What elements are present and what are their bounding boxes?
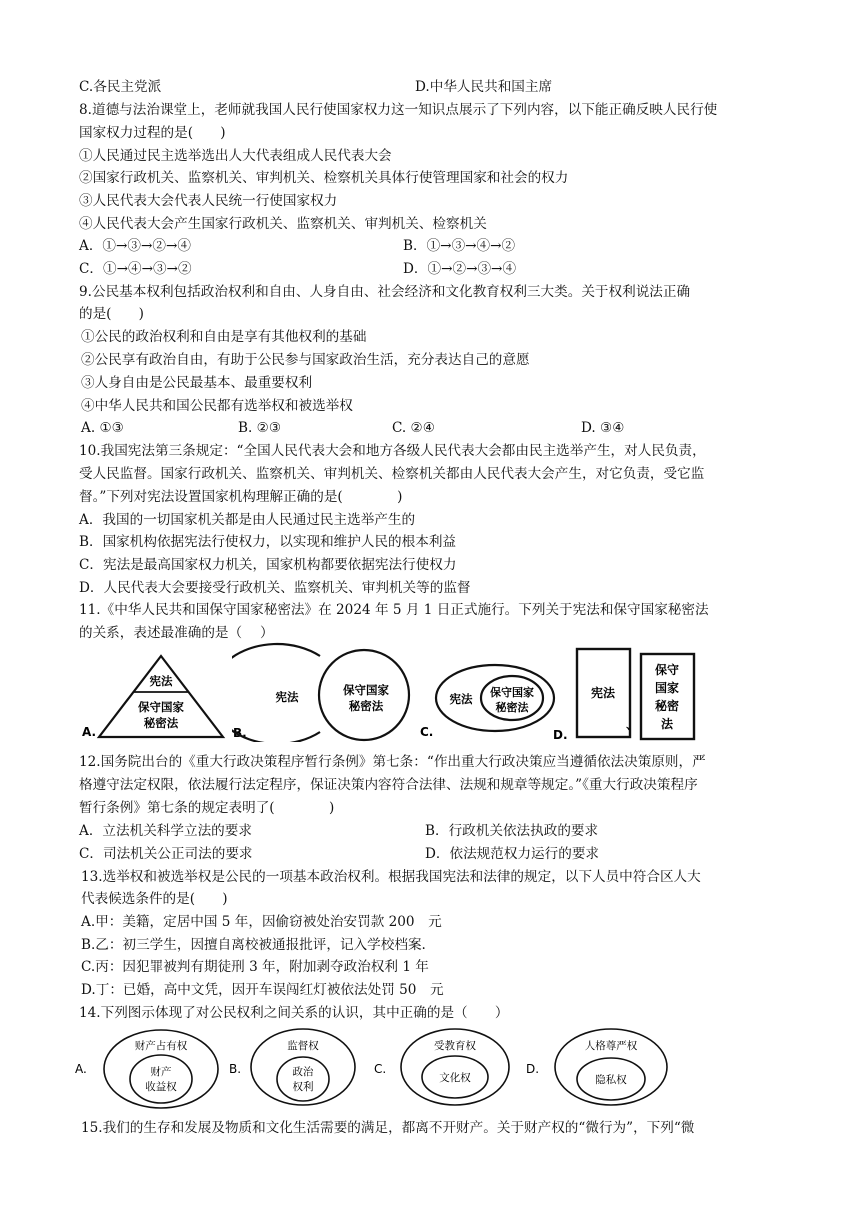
q14-figure-d-outer-label: 人格尊严权 xyxy=(584,1040,638,1052)
q14-figure-a-letter: A. xyxy=(75,1062,87,1076)
q12-option-b: B．行政机关依法执政的要求 xyxy=(425,823,599,839)
q14-figure-c xyxy=(374,1029,509,1105)
q10-option-c: C．宪法是最高国家权力机关，国家机构都要依据宪法行使权力 xyxy=(79,557,457,573)
q9-item-3: ③人身自由是公民最基本、最重要权利 xyxy=(81,375,313,391)
q13-stem-line2: 代表候选条件的是( ) xyxy=(81,891,228,907)
q10-option-b: B．国家机构依据宪法行使权力，以实现和维护人民的根本利益 xyxy=(79,534,457,550)
q9-item-4: ④中华人民共和国公民都有选举权和被选举权 xyxy=(81,398,353,414)
q11-figure-c-outer-label: 宪法 xyxy=(449,692,473,706)
q8-option-c: C．①→④→③→② xyxy=(79,261,192,277)
q7-option-c: C.各民主党派 xyxy=(79,79,162,95)
q10-option-a: A．我国的一切国家机关都是由人民通过民主选举产生的 xyxy=(79,512,416,528)
q9-item-2: ②公民享有政治自由，有助于公民参与国家政治生活，充分表达自己的意愿 xyxy=(81,352,530,368)
q11-figure-c-inner-label-2: 秘密法 xyxy=(495,701,529,714)
q13-option-c: C.丙：因犯罪被判有期徒刑 3 年，附加剥夺政治权利 1 年 xyxy=(81,959,429,975)
q10-stem-line1: 10.我国宪法第三条规定：“全国人民代表大会和地方各级人民代表大会都由民主选举产生，对人民负责， xyxy=(79,443,706,459)
q7-option-d: D.中华人民共和国主席 xyxy=(415,79,553,95)
q11-stem-line2: 的关系，表述最准确的是（ ） xyxy=(79,625,274,641)
q10-option-d: D．人民代表大会要接受行政机关、监察机关、审判机关等的监督 xyxy=(79,580,471,596)
q13-option-d: D.丁：已婚，高中文凭，因开车误闯红灯被依法处罚 50 元 xyxy=(81,982,444,998)
q13-option-a: A.甲：美籍，定居中国 5 年，因偷窃被处治安罚款 200 元 xyxy=(81,914,442,930)
q9-stem-line1: 9.公民基本权利包括政治权利和自由、人身自由、社会经济和文化教育权利三大类。关于权利说法正确 xyxy=(79,284,691,300)
ellipse-inner xyxy=(130,1055,192,1103)
q14-figure-a xyxy=(75,1030,218,1108)
q14-figure-b-inner-label-1: 政治 xyxy=(292,1066,314,1078)
q11-figure-d-right-label-4: 法 xyxy=(660,717,674,731)
q8-item-1: ①人民通过民主选举选出人大代表组成人民代表大会 xyxy=(79,148,392,164)
q11-figure-d-left-label: 宪法 xyxy=(590,686,616,700)
q14-figure-b-letter: B. xyxy=(229,1062,242,1076)
q13-option-b: B.乙：初三学生，因擅自离校被通报批评，记入学校档案. xyxy=(81,937,426,953)
q8-stem-line2: 国家权力过程的是( ) xyxy=(79,125,226,141)
q11-figure-a xyxy=(80,654,230,740)
q9-option-c: C. ②④ xyxy=(392,420,435,436)
q11-figure-b-letter: B. xyxy=(233,726,247,740)
q11-figure-d-separator: 、 xyxy=(625,718,639,732)
q8-option-b: B．①→③→④→② xyxy=(403,238,516,254)
q12-option-c: C．司法机关公正司法的要求 xyxy=(79,846,253,862)
q12-stem-line2: 格遵守法定权限，依法履行法定程序，保证决策内容符合法律、法规和规章等规定。”《重大行政决策程序 xyxy=(79,777,698,793)
q14-figure-d-letter: D. xyxy=(526,1062,540,1076)
q11-figure-a-top-label: 宪法 xyxy=(149,674,173,688)
q11-figure-d-right-label-2: 国家 xyxy=(654,681,680,695)
q9-option-b: B. ②③ xyxy=(238,420,282,436)
q11-figure-a-bottom-label-2: 秘密法 xyxy=(143,716,179,730)
q14-figure-c-outer-label: 受教育权 xyxy=(434,1040,476,1052)
q11-figure-c-inner-label-1: 保守国家 xyxy=(490,686,534,699)
q9-option-d: D. ③④ xyxy=(581,420,625,436)
q12-stem-line3: 暂行条例》第七条的规定表明了( ) xyxy=(79,800,335,816)
q14-figure-a-inner-label-2: 收益权 xyxy=(145,1081,177,1093)
q14-figure-b-outer-label: 监督权 xyxy=(287,1040,319,1052)
q14-figure-d-inner-label: 隐私权 xyxy=(595,1074,627,1086)
q14-figure-a-inner-label-1: 财产 xyxy=(150,1066,172,1078)
q8-option-d: D．①→②→③→④ xyxy=(403,261,517,277)
q11-figure-a-letter: A. xyxy=(82,725,97,739)
q12-option-d: D．依法规范权力运行的要求 xyxy=(425,846,600,862)
q14-figure-c-inner-label: 文化权 xyxy=(439,1072,471,1084)
q11-figure-b xyxy=(232,642,412,742)
q14-figure-b-inner-label-2: 权利 xyxy=(292,1081,314,1093)
q8-item-2: ②国家行政机关、监察机关、审判机关、检察机关具体行使管理国家和社会的权力 xyxy=(79,170,569,186)
q14-figure-c-letter: C. xyxy=(374,1062,387,1076)
q12-option-a: A．立法机关科学立法的要求 xyxy=(79,823,252,839)
q11-figure-b-right-label-2: 秘密法 xyxy=(348,699,384,713)
q8-stem-line1: 8.道德与法治课堂上，老师就我国人民行使国家权力这一知识点展示了下列内容，以下能正确反映人民行使 xyxy=(79,102,718,118)
q14-figure-a-outer-label: 财产占有权 xyxy=(134,1040,188,1052)
q11-stem-line1: 11.《中华人民共和国保守国家秘密法》在 2024 年 5 月 1 日正式施行。下列关于宪法和保守国家秘密法 xyxy=(79,602,709,618)
q8-item-4: ④人民代表大会产生国家行政机关、监察机关、审判机关、检察机关 xyxy=(79,216,487,232)
q11-figure-c-letter: C. xyxy=(420,725,434,739)
q14-figures xyxy=(74,1027,794,1111)
q11-figure-d-letter: D. xyxy=(553,728,568,742)
q11-figure-d-right-label-1: 保守 xyxy=(654,663,680,677)
q11-figure-c xyxy=(420,660,560,740)
q11-figure-a-bottom-label-1: 保守国家 xyxy=(138,700,184,714)
q10-stem-line3: 督。”下列对宪法设置国家机构理解正确的是( ) xyxy=(79,489,403,505)
q14-figure-d xyxy=(526,1029,667,1105)
q9-option-a: A. ①③ xyxy=(81,420,124,436)
q14-figure-b xyxy=(229,1029,355,1105)
q8-option-a: A．①→③→②→④ xyxy=(79,238,191,254)
q8-item-3: ③人民代表大会代表人民统一行使国家权力 xyxy=(79,193,338,209)
ellipse-inner xyxy=(277,1057,329,1101)
q11-figure-b-left-label: 宪法 xyxy=(275,690,299,704)
q14-stem: 14.下列图示体现了对公民权利之间关系的认识，其中正确的是（ ） xyxy=(79,1005,509,1021)
q9-stem-line2: 的是( ) xyxy=(79,306,144,322)
q11-figure-d-right-label-3: 秘密 xyxy=(654,699,680,713)
q10-stem-line2: 受人民监督。国家行政机关、监察机关、审判机关、检察机关都由人民代表大会产生，对它负责，受它监 xyxy=(79,466,705,482)
q13-stem-line1: 13.选举权和被选举权是公民的一项基本政治权利。根据我国宪法和法律的规定，以下人员中符合区人大 xyxy=(81,869,701,885)
q11-figure-b-right-label-1: 保守国家 xyxy=(343,683,389,697)
q11-figure-d xyxy=(552,647,702,743)
q9-item-1: ①公民的政治权利和自由是享有其他权利的基础 xyxy=(81,329,367,345)
q12-stem-line1: 12.国务院出台的《重大行政决策程序暂行条例》第七条：“作出重大行政决策应当遵循依法决策原则，严 xyxy=(79,754,706,770)
q15-stem-line1: 15.我们的生存和发展及物质和文化生活需要的满足，都离不开财产。关于财产权的“微行为”，下列“微 xyxy=(81,1120,695,1136)
